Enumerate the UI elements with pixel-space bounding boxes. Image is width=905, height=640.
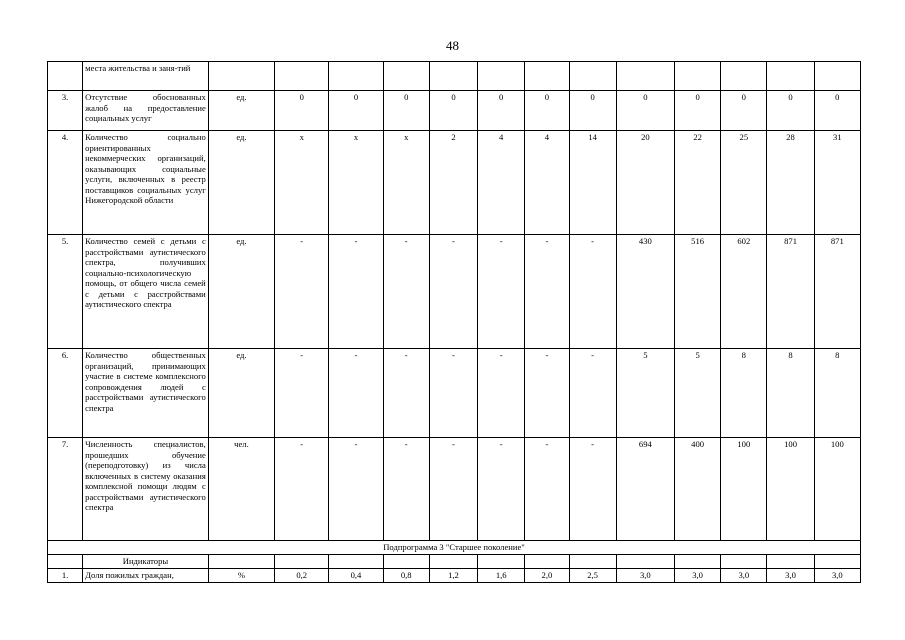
page-number: 48 [446,38,459,53]
value-cell: 0,4 [329,569,383,583]
empty-cell [721,555,767,569]
indicator-name: Численность специалистов, прошедших обучение (переподготовку) из числа включенных в систему оказания комплексной помощи людям с расстройствами аутистического спектра [83,438,209,541]
value-cell [721,62,767,91]
value-cell: 0 [814,91,860,131]
unit-cell: ед. [208,349,274,438]
value-cell: - [275,349,329,438]
value-cell [383,62,429,91]
empty-cell [208,555,274,569]
value-cell: 0 [569,91,616,131]
value-cell: 602 [721,235,767,349]
value-cell: 0 [275,91,329,131]
unit-cell: ед. [208,91,274,131]
value-cell [478,62,525,91]
empty-cell [616,555,674,569]
value-cell: - [569,349,616,438]
value-cell: - [329,438,383,541]
value-cell: 2,5 [569,569,616,583]
value-cell: 0 [721,91,767,131]
value-cell: х [275,131,329,235]
unit-cell: чел. [208,438,274,541]
value-cell: 25 [721,131,767,235]
value-cell: 14 [569,131,616,235]
empty-cell [48,555,83,569]
indicator-name: Отсутствие обоснованных жалоб на предоставление социальных услуг [83,91,209,131]
empty-cell [478,555,525,569]
subprogram-title: Подпрограмма 3 "Старшее поколение" [48,541,861,555]
value-cell: 4 [478,131,525,235]
value-cell: 400 [675,438,721,541]
value-cell: 31 [814,131,860,235]
value-cell: - [275,438,329,541]
value-cell [525,62,569,91]
indicators-label: Индикаторы [83,555,209,569]
unit-cell: ед. [208,235,274,349]
table-row [48,438,861,541]
value-cell [429,62,477,91]
value-cell [275,62,329,91]
value-cell: - [429,349,477,438]
empty-cell [569,555,616,569]
value-cell: - [383,438,429,541]
value-cell: 28 [767,131,814,235]
value-cell: - [478,349,525,438]
indicator-name: Количество семей с детьми с расстройствами аутистического спектра, получивших социально-психологическую помощь, от общего числа семей с детьми с расстройствами аутистического спектра [83,235,209,349]
empty-cell [767,555,814,569]
indicators-header-row [48,555,861,569]
value-cell: 100 [767,438,814,541]
row-number: 7. [48,438,83,541]
value-cell: 100 [814,438,860,541]
value-cell: - [525,235,569,349]
empty-cell [383,555,429,569]
value-cell: 2,0 [525,569,569,583]
subprogram-row [48,541,861,555]
value-cell: - [478,235,525,349]
indicator-name: Доля пожилых граждан, [83,569,209,583]
table-row [48,235,861,349]
value-cell: 1,2 [429,569,477,583]
value-cell: 4 [525,131,569,235]
value-cell: х [329,131,383,235]
row-number: 5. [48,235,83,349]
value-cell [616,62,674,91]
indicator-name: Количество общественных организаций, принимающих участие в системе комплексного сопровождения людей с расстройствами аутистического спектра [83,349,209,438]
value-cell: 3,0 [616,569,674,583]
row-number [48,62,83,91]
empty-cell [429,555,477,569]
value-cell: 0 [616,91,674,131]
value-cell: 871 [814,235,860,349]
unit-cell: ед. [208,131,274,235]
value-cell: - [429,235,477,349]
table-row [48,62,861,91]
value-cell: - [329,349,383,438]
value-cell: - [525,438,569,541]
indicator-name: Количество социально ориентированных некоммерческих организаций, оказывающих социальные услуги, включенных в реестр поставщиков социальных услуг Нижегородской области [83,131,209,235]
table-row [48,91,861,131]
value-cell: 871 [767,235,814,349]
value-cell [675,62,721,91]
row-number: 3. [48,91,83,131]
value-cell: 0,8 [383,569,429,583]
value-cell [767,62,814,91]
value-cell: - [525,349,569,438]
value-cell: 0 [478,91,525,131]
value-cell: 5 [616,349,674,438]
value-cell: 20 [616,131,674,235]
value-cell: - [569,438,616,541]
value-cell: 8 [767,349,814,438]
row-number: 1. [48,569,83,583]
value-cell: - [383,349,429,438]
value-cell: 8 [814,349,860,438]
value-cell: 516 [675,235,721,349]
value-cell: 2 [429,131,477,235]
empty-cell [525,555,569,569]
value-cell: - [429,438,477,541]
value-cell: - [329,235,383,349]
value-cell: 3,0 [767,569,814,583]
value-cell: 0 [383,91,429,131]
empty-cell [675,555,721,569]
value-cell: 0,2 [275,569,329,583]
value-cell: 1,6 [478,569,525,583]
empty-cell [275,555,329,569]
value-cell [814,62,860,91]
value-cell [569,62,616,91]
indicators-table [47,61,861,583]
value-cell: 8 [721,349,767,438]
value-cell: - [383,235,429,349]
table-row [48,131,861,235]
empty-cell [814,555,860,569]
value-cell: 3,0 [675,569,721,583]
indicator-name: места жительства и заня-тий [83,62,209,91]
value-cell: 0 [525,91,569,131]
value-cell: 5 [675,349,721,438]
row-number: 6. [48,349,83,438]
value-cell: - [275,235,329,349]
value-cell: 0 [675,91,721,131]
value-cell [329,62,383,91]
value-cell: 100 [721,438,767,541]
unit-cell [208,62,274,91]
empty-cell [329,555,383,569]
value-cell: 0 [329,91,383,131]
value-cell: 430 [616,235,674,349]
unit-cell: % [208,569,274,583]
value-cell: - [569,235,616,349]
value-cell: 0 [767,91,814,131]
row-number: 4. [48,131,83,235]
table-row [48,569,861,583]
value-cell: 22 [675,131,721,235]
value-cell: 3,0 [814,569,860,583]
value-cell: х [383,131,429,235]
table-row [48,349,861,438]
value-cell: - [478,438,525,541]
value-cell: 0 [429,91,477,131]
value-cell: 694 [616,438,674,541]
value-cell: 3,0 [721,569,767,583]
